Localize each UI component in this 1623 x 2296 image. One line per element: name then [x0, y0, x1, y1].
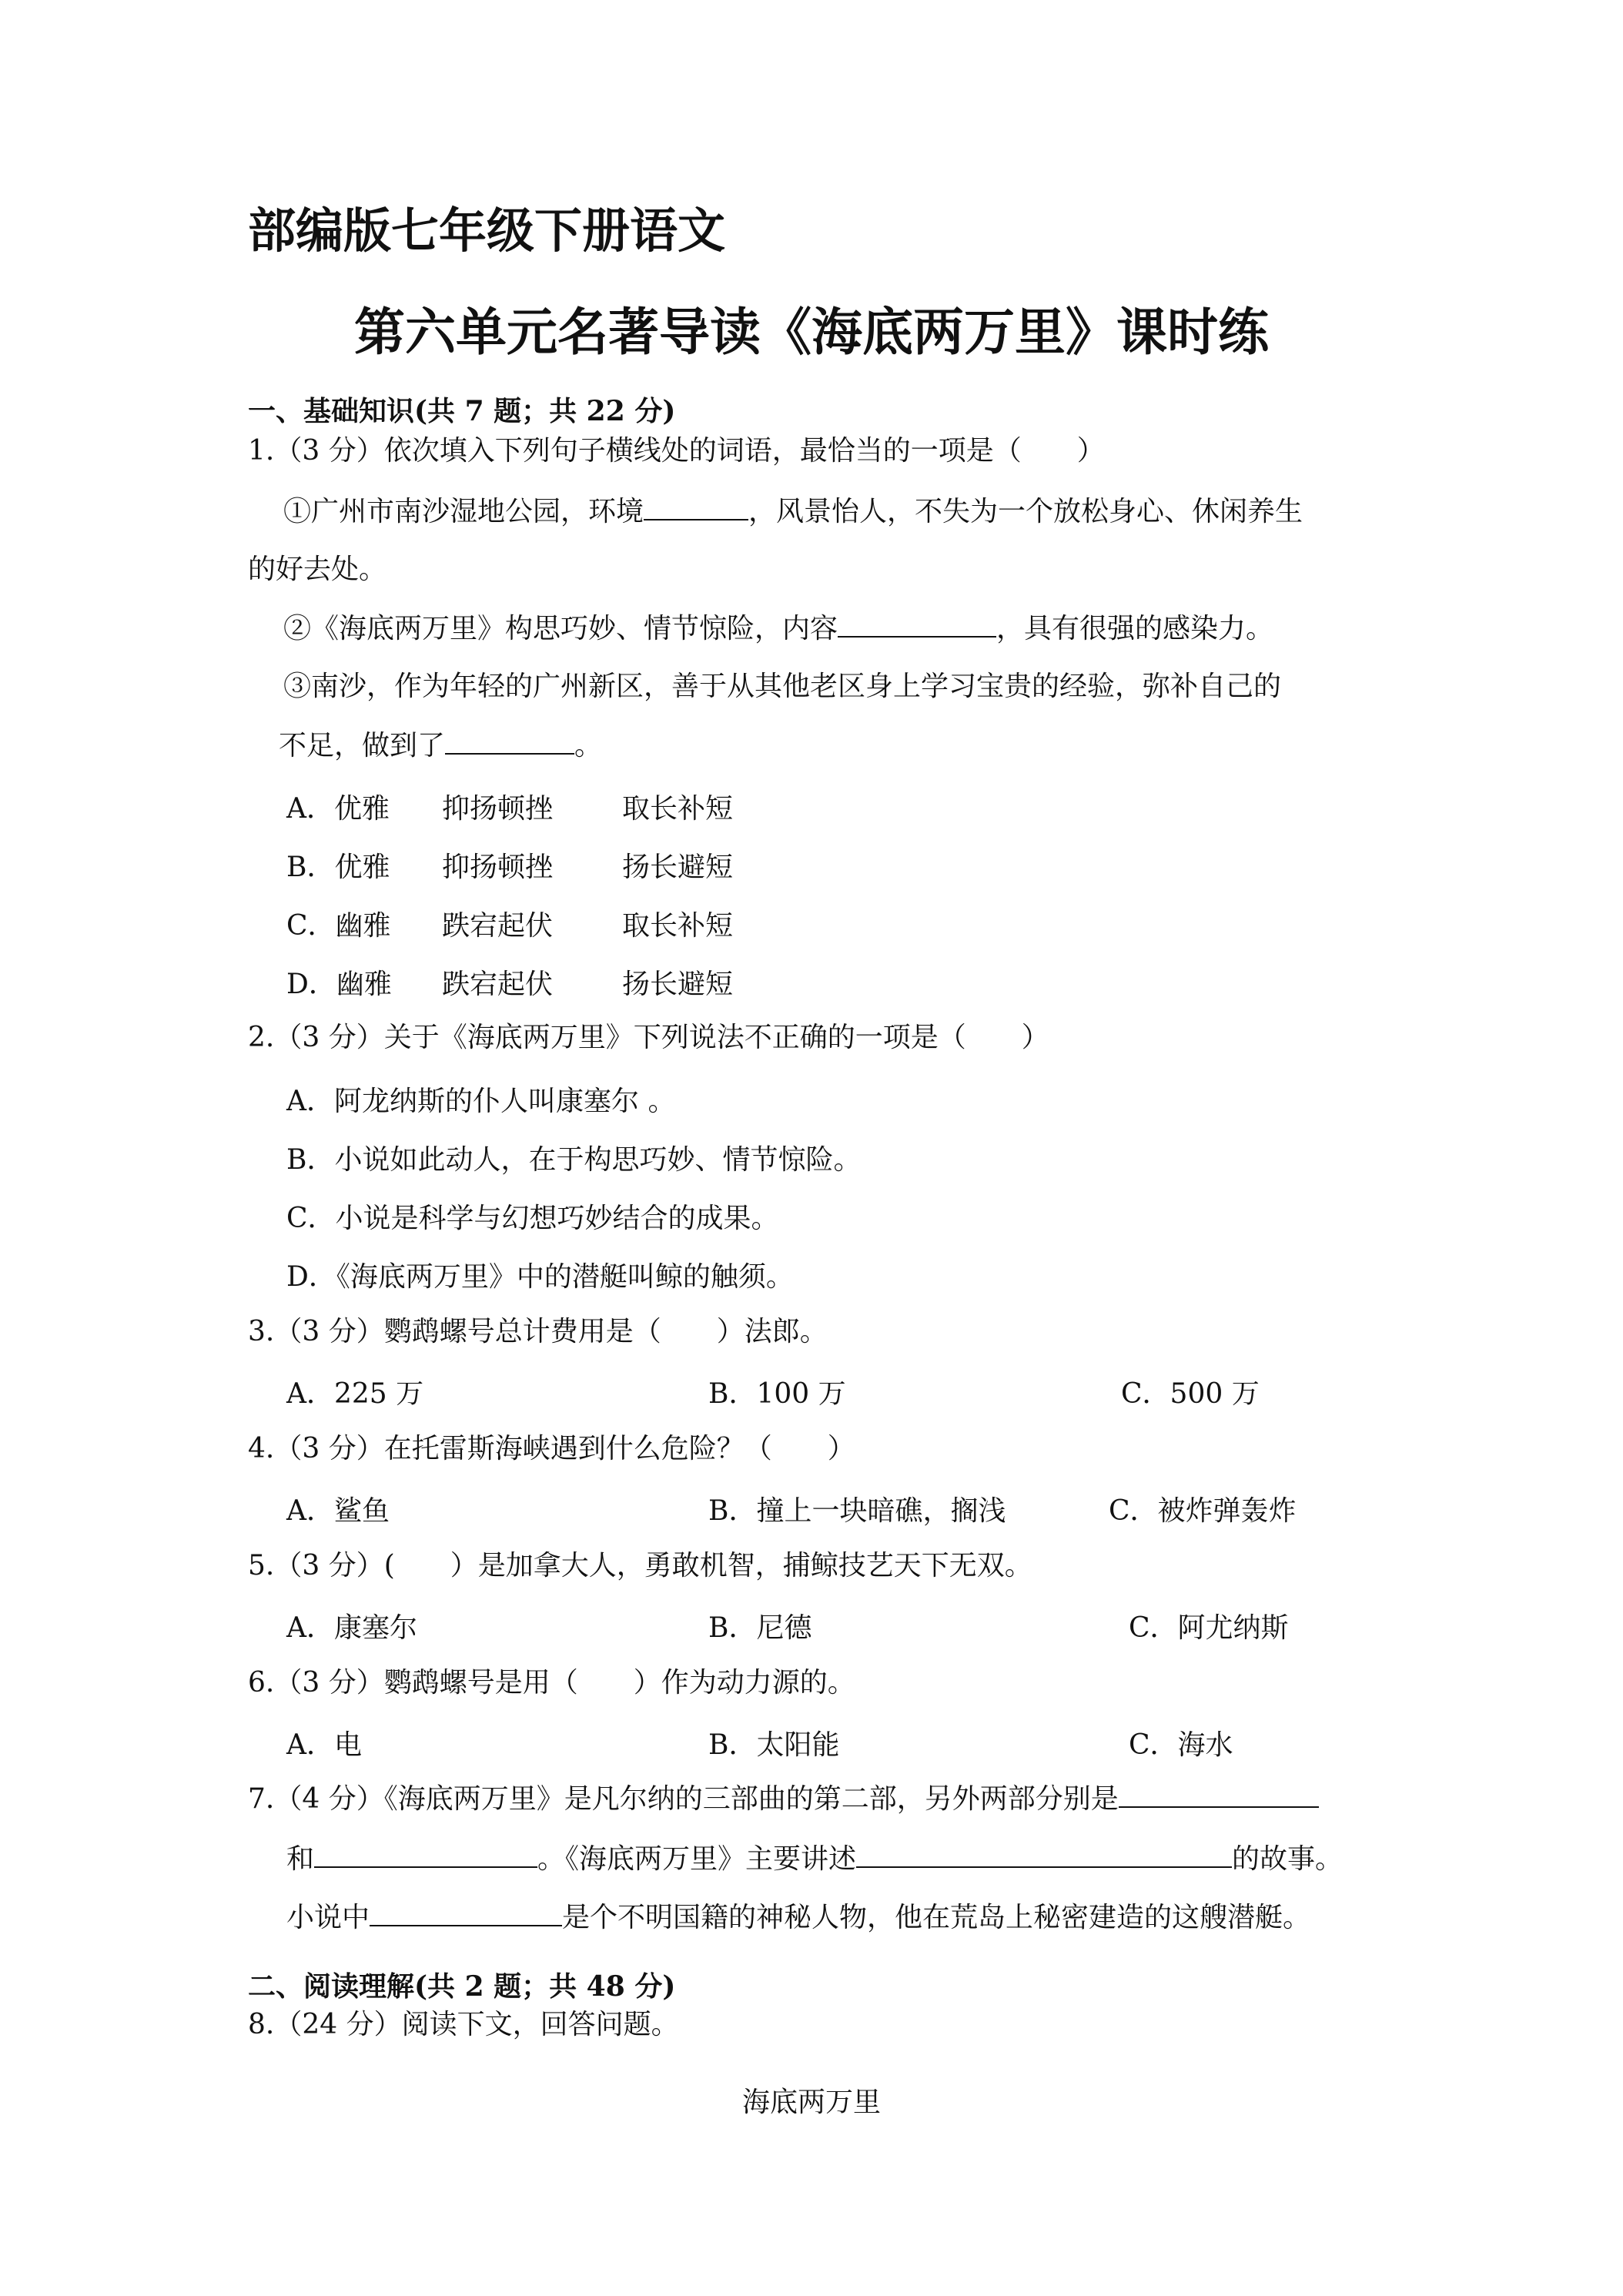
q1-stem: 1.（3 分）依次填入下列句子横线处的词语，最恰当的一项是（ ）: [248, 435, 1105, 467]
q2-option-c[interactable]: C．小说是科学与幻想巧妙结合的成果。: [286, 1203, 779, 1234]
passage-title: 海底两万里: [741, 2087, 881, 2118]
q1-option-b[interactable]: B．优雅: [286, 852, 390, 883]
q5-stem: 5.（3 分）( ）是加拿大人，勇敢机智，捕鲸技艺天下无双。: [248, 1550, 1032, 1581]
q6-stem: 6.（3 分）鹦鹉螺号是用（ ）作为动力源的。: [248, 1667, 855, 1699]
q4-option-c[interactable]: C．被炸弹轰炸: [1109, 1495, 1297, 1527]
q7-line-1: 7.（4 分）《海底两万里》是凡尔纳的三部曲的第二部，另外两部分别是: [248, 1780, 1319, 1818]
q1-sentence-3-cont: 不足，做到了 。: [279, 727, 602, 765]
q1-sentence-2: ②《海底两万里》构思巧妙、情节惊险，内容 ，具有很强的感染力。: [283, 610, 1273, 648]
q1-blank-3[interactable]: [445, 727, 574, 755]
q1-option-a-word2: 抑扬顿挫: [442, 793, 554, 825]
q7-line-2: 和 。《海底两万里》主要讲述 的故事。: [286, 1840, 1343, 1878]
q1-option-a-word3: 取长补短: [622, 793, 734, 825]
q1-option-d-word3: 扬长避短: [622, 969, 734, 1000]
q1-sentence-3: ③南沙，作为年轻的广州新区，善于从其他老区身上学习宝贵的经验，弥补自己的: [283, 671, 1282, 702]
q4-stem: 4.（3 分）在托雷斯海峡遇到什么危险？（ ）: [248, 1433, 855, 1464]
q5-option-c[interactable]: C．阿尤纳斯: [1129, 1612, 1289, 1644]
q1-blank-2[interactable]: [838, 610, 996, 638]
q3-option-a[interactable]: A．225 万: [286, 1378, 424, 1410]
q4-option-a[interactable]: A．鲨鱼: [286, 1495, 390, 1527]
q2-option-b[interactable]: B．小说如此动人，在于构思巧妙、情节惊险。: [286, 1144, 862, 1176]
q5-option-b[interactable]: B．尼德: [708, 1612, 812, 1644]
q1-option-c[interactable]: C．幽雅: [286, 910, 391, 942]
q3-option-b[interactable]: B．100 万: [708, 1378, 846, 1410]
q7-blank-2[interactable]: [314, 1840, 537, 1868]
q1-option-d-word2: 跌宕起伏: [442, 969, 554, 1000]
q1-option-a[interactable]: A．优雅: [286, 793, 390, 825]
q2-option-a[interactable]: A．阿龙纳斯的仆人叫康塞尔 。: [286, 1086, 676, 1117]
q2-stem: 2.（3 分）关于《海底两万里》下列说法不正确的一项是（ ）: [248, 1022, 1049, 1053]
q7-blank-1[interactable]: [1119, 1780, 1319, 1808]
q4-option-b[interactable]: B．撞上一块暗礁，搁浅: [708, 1495, 1006, 1527]
q1-option-c-word2: 跌宕起伏: [442, 910, 554, 942]
q1-option-c-word3: 取长补短: [622, 910, 734, 942]
section-heading-2: 二、阅读理解(共 2 题；共 48 分): [248, 1970, 676, 2003]
q2-option-d[interactable]: D．《海底两万里》中的潜艇叫鲸的触须。: [286, 1261, 794, 1293]
q3-stem: 3.（3 分）鹦鹉螺号总计费用是（ ）法郎。: [248, 1316, 828, 1347]
q6-option-c[interactable]: C．海水: [1129, 1729, 1233, 1761]
q1-sentence-1-cont: 的好去处。: [248, 554, 387, 585]
q7-line-3: 小说中 是个不明国籍的神秘人物，他在荒岛上秘密建造的这艘潜艇。: [286, 1899, 1310, 1936]
section-heading-1: 一、基础知识(共 7 题；共 22 分): [248, 395, 676, 427]
q1-option-b-word3: 扬长避短: [622, 852, 734, 883]
q3-option-c[interactable]: C．500 万: [1121, 1378, 1260, 1410]
q6-option-b[interactable]: B．太阳能: [708, 1729, 840, 1761]
document-subtitle: 第六单元名著导读《海底两万里》课时练: [354, 302, 1269, 362]
q1-option-b-word2: 抑扬顿挫: [442, 852, 554, 883]
q1-sentence-1: ①广州市南沙湿地公园，环境 ，风景怡人，不失为一个放松身心、休闲养生: [283, 493, 1303, 530]
q7-blank-3[interactable]: [856, 1840, 1232, 1868]
q1-option-d[interactable]: D．幽雅: [286, 969, 392, 1000]
q7-blank-4[interactable]: [370, 1899, 562, 1926]
document-title: 部编版七年级下册语文: [248, 202, 726, 259]
q1-blank-1[interactable]: [644, 493, 748, 520]
q5-option-a[interactable]: A．康塞尔: [286, 1612, 417, 1644]
q8-stem: 8.（24 分）阅读下文，回答问题。: [248, 2009, 679, 2040]
q6-option-a[interactable]: A．电: [286, 1729, 362, 1761]
